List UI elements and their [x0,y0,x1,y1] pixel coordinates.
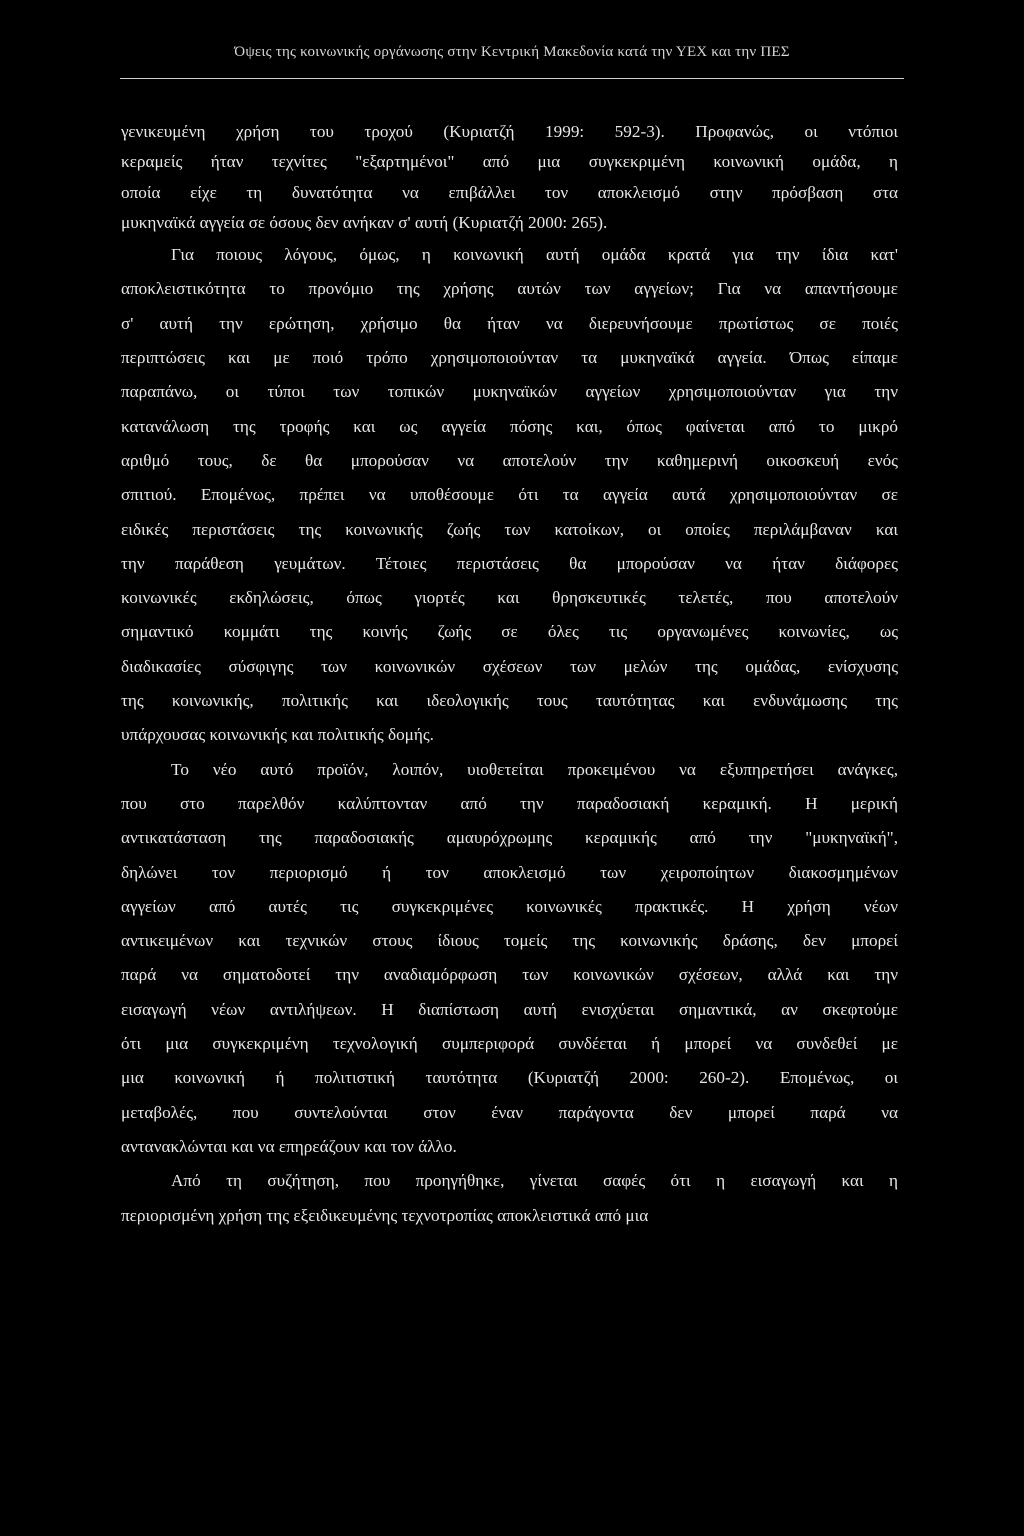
text-line: παραπάνω, οι τύποι των τοπικών μυκηναϊκών αγγείων χρησιμοποιούνταν για την [121,382,898,402]
text-line: αντικειμένων και τεχνικών στους ίδιους τομείς της κοινωνικής δράσης, δεν μπορεί [121,931,898,951]
header-rule [120,78,904,79]
text-line: εισαγωγή νέων αντιλήψεων. Η διαπίστωση αυτή ενισχύεται σημαντικά, αν σκεφτούμε [121,999,898,1019]
text-line: παρά να σηματοδοτεί την αναδιαμόρφωση των κοινωνικών σχέσεων, αλλά και την [121,965,898,985]
text-line: της κοινωνικής, πολιτικής και ιδεολογικής τους ταυτότητας και ενδυνάμωσης της [121,691,898,711]
text-line: περιπτώσεις και με ποιό τρόπο χρησιμοποιούνταν τα μυκηναϊκά αγγεία. Όπως είπαμε [121,348,898,368]
text-line: σπιτιού. Επομένως, πρέπει να υποθέσουμε ότι τα αγγεία αυτά χρησιμοποιούνταν σε [121,485,898,505]
text-line: μεταβολές, που συντελούνται στον έναν παράγοντα δεν μπορεί παρά να [121,1102,898,1122]
text-line: κοινωνικές εκδηλώσεις, όπως γιορτές και θρησκευτικές τελετές, που αποτελούν [121,588,898,608]
text-line: αντανακλώνται και να επηρεάζουν και τον άλλο. [121,1136,457,1156]
text-line: μια κοινωνική ή πολιτιστική ταυτότητα (Κυριατζή 2000: 260-2). Επομένως, οι [121,1068,898,1088]
text-line: σημαντικό κομμάτι της κοινής ζωής σε όλες τις οργανωμένες κοινωνίες, ως [121,622,898,642]
text-line: υπάρχουσας κοινωνικής και πολιτικής δομής. [121,725,434,745]
text-line [121,1164,898,1198]
text-line: γενικευμένη χρήση του τροχού (Κυριατζή 1999: 592-3). Προφανώς, οι ντόπιοι [121,122,898,141]
text-line: ότι μια συγκεκριμένη τεχνολογική συμπεριφορά συνδέεται ή μπορεί να συνδεθεί με [121,1034,898,1054]
text-line [121,238,898,272]
text-line: που στο παρελθόν καλύπτονταν από την παραδοσιακή κεραμική. Η μερική [121,793,898,813]
paragraph-4 [121,1164,898,1233]
text-line: αντικατάσταση της παραδοσιακής αμαυρόχρωμης κεραμικής από την "μυκηναϊκή", [121,828,898,848]
text-line-content: Το νέο αυτό προϊόν, λοιπόν, υιοθετείται προκειμένου να εξυπηρετήσει ανάγκες, [171,759,898,779]
text-line [121,753,898,787]
text-line-content: Για ποιους λόγους, όμως, η κοινωνική αυτή ομάδα κρατά για την ίδια κατ' [171,245,898,265]
text-line: την παράθεση γευμάτων. Τέτοιες περιστάσεις θα μπορούσαν να ήταν διάφορες [121,553,898,573]
paragraph-1 [121,117,898,238]
body-text [121,117,898,1233]
paragraph-2 [121,238,898,752]
text-line-content: Από τη συζήτηση, που προηγήθηκε, γίνεται σαφές ότι η εισαγωγή και η [171,1171,898,1191]
text-line: σ' αυτή την ερώτηση, χρήσιμο θα ήταν να διερευνήσουμε πρωτίστως σε ποιές [121,313,898,333]
text-line: αγγείων από αυτές τις συγκεκριμένες κοινωνικές πρακτικές. Η χρήση νέων [121,896,898,916]
text-line: περιορισμένη χρήση της εξειδικευμένης τεχνοτροπίας αποκλειστικά από μια [121,1205,649,1225]
running-header: Όψεις της κοινωνικής οργάνωσης στην Κεντρική Μακεδονία κατά την ΥΕΧ και την ΠΕΣ [234,44,790,60]
text-line: αποκλειστικότητα το προνόμιο της χρήσης αυτών των αγγείων; Για να απαντήσουμε [121,279,898,299]
text-line: κεραμείς ήταν τεχνίτες "εξαρτημένοι" από μια συγκεκριμένη κοινωνική ομάδα, η [121,152,898,172]
paragraph-3 [121,753,898,1165]
text-line: δηλώνει τον περιορισμό ή τον αποκλεισμό των χειροποίητων διακοσμημένων [121,862,898,882]
text-line: ειδικές περιστάσεις της κοινωνικής ζωής των κατοίκων, οι οποίες περιλάμβαναν και [121,519,898,539]
text-line: μυκηναϊκά αγγεία σε όσους δεν ανήκαν σ' αυτή (Κυριατζή 2000: 265). [121,212,608,232]
text-line: κατανάλωση της τροφής και ως αγγεία πόσης και, όπως φαίνεται από το μικρό [121,416,898,436]
text-line: αριθμό τους, δε θα μπορούσαν να αποτελούν την καθημερινή οικοσκευή ενός [121,450,898,470]
text-line: διαδικασίες σύσφιγης των κοινωνικών σχέσεων των μελών της ομάδας, ενίσχυσης [121,656,898,676]
text-line: οποία είχε τη δυνατότητα να επιβάλλει τον αποκλεισμό στην πρόσβαση στα [121,182,898,202]
